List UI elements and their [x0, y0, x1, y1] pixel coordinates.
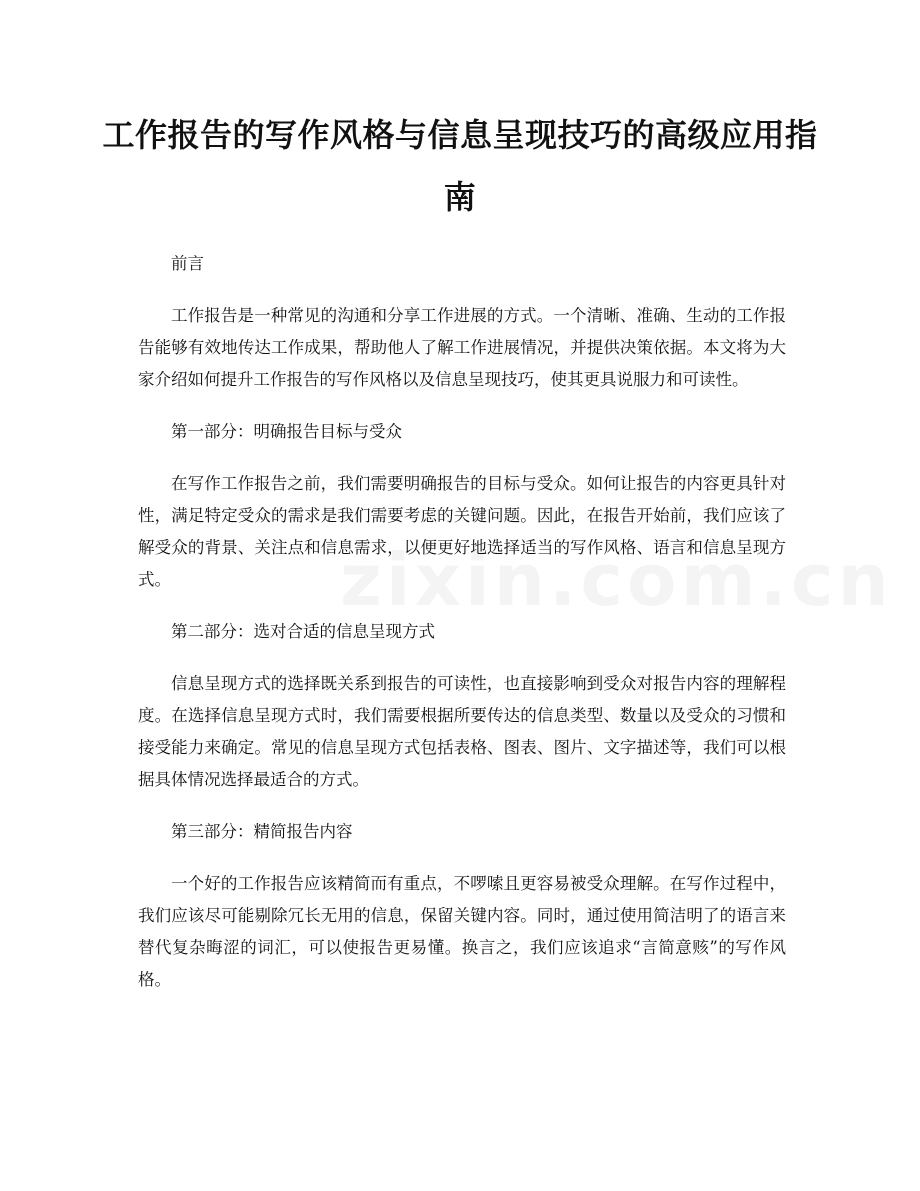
section-heading-part-1: 第一部分：明确报告目标与受众 [171, 422, 402, 441]
paragraph-part-2: 信息呈现方式的选择既关系到报告的可读性，也直接影响到受众对报告内容的理解程度。在选择信息呈现方式时，我们需要根据所要传达的信息类型、数量以及受众的习惯和接受能力来确定。常见的信息呈现方式包括表格、图表、图片、文字描述等，我们可以根据具体情况选择最适合的方式。 [138, 674, 786, 789]
paragraph-part-1: 在写作工作报告之前，我们需要明确报告的目标与受众。如何让报告的内容更具针对性，满足特定受众的需求是我们需要考虑的关键问题。因此，在报告开始前，我们应该了解受众的背景、关注点和信息需求，以便更好地选择适当的写作风格、语言和信息呈现方式。 [138, 474, 786, 589]
paragraph-part-3: 一个好的工作报告应该精简而有重点，不啰嗦且更容易被受众理解。在写作过程中，我们应该尽可能剔除冗长无用的信息，保留关键内容。同时，通过使用简洁明了的语言来替代复杂晦涩的词汇，可以使报告更易懂。换言之，我们应该追求“言简意赅”的写作风格。 [138, 874, 786, 989]
document-title: 工作报告的写作风格与信息呈现技巧的高级应用指南 [102, 116, 818, 216]
section-heading-preface: 前言 [171, 254, 204, 273]
section-heading-part-2: 第二部分：选对合适的信息呈现方式 [171, 622, 435, 641]
document-body [138, 248, 786, 1016]
paragraph-intro: 工作报告是一种常见的沟通和分享工作进展的方式。一个清晰、准确、生动的工作报告能够有效地传达工作成果，帮助他人了解工作进展情况，并提供决策依据。本文将为大家介绍如何提升工作报告的写作风格以及信息呈现技巧，使其更具说服力和可读性。 [138, 306, 786, 389]
section-heading-part-3: 第三部分：精简报告内容 [171, 822, 353, 841]
